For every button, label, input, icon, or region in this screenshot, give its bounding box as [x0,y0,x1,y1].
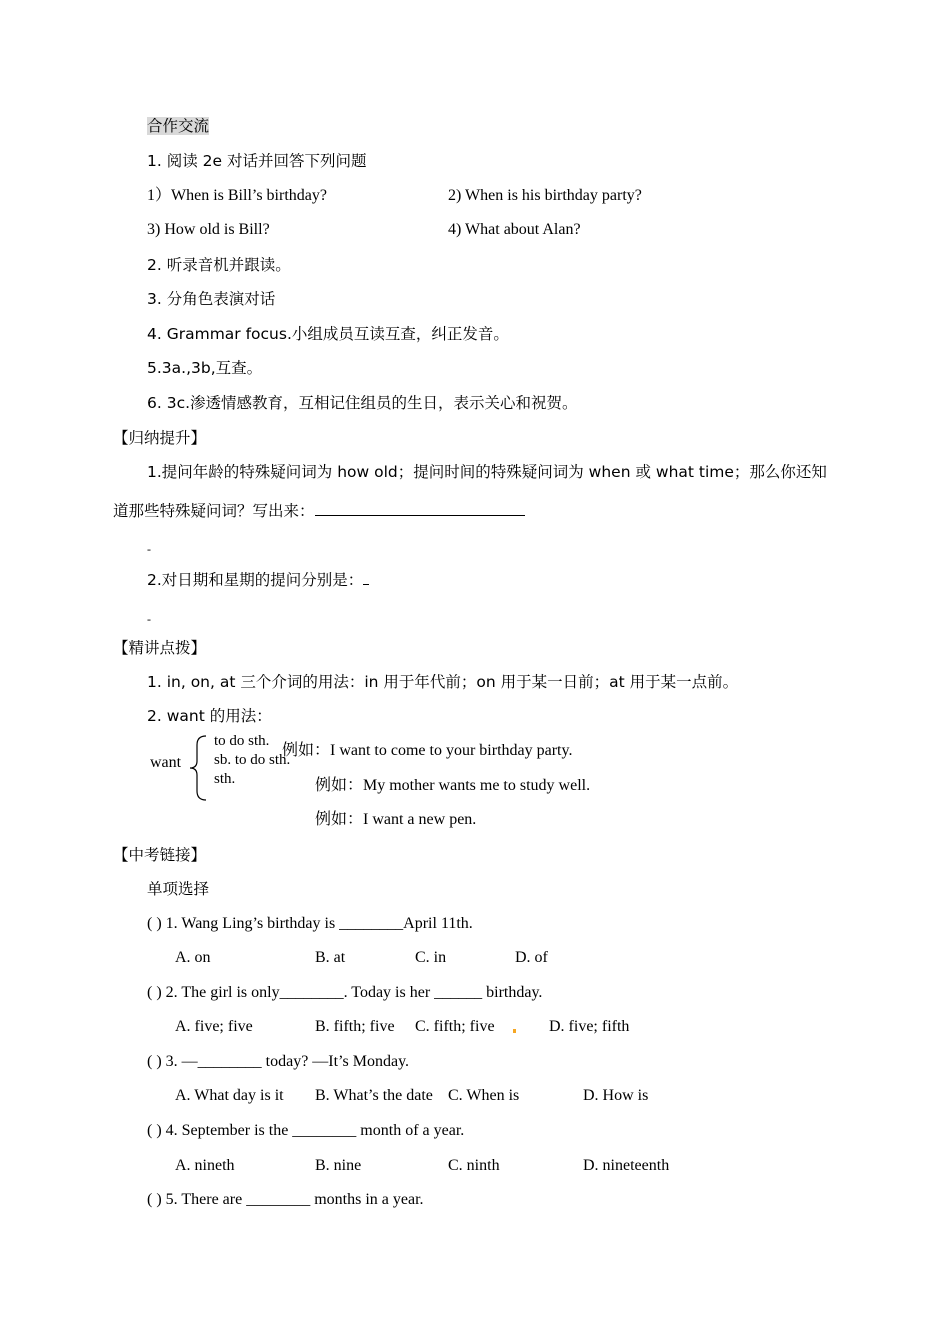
section-heading-exam: 【中考链接】 [113,846,207,864]
section-heading-cooperation: 合作交流 [147,117,210,135]
section-heading-summary: 【归纳提升】 [113,429,207,447]
option-a[interactable]: A. on [175,949,211,966]
option-d[interactable]: D. of [515,949,548,966]
question-1: 1）When is Bill’s birthday? [147,187,327,204]
want-form-1: to do sth. [214,733,270,749]
option-c[interactable]: C. ninth [448,1157,500,1174]
question-stem: ( ) 3. —________ today? —It’s Monday. [147,1053,410,1070]
summary-line-1b: 道那些特殊疑问词？写出来： [113,499,525,521]
brace-icon [188,735,210,801]
option-b[interactable]: B. nine [315,1157,362,1174]
section-heading-explain: 【精讲点拨】 [113,639,207,657]
option-c[interactable]: C. When is [448,1087,520,1104]
cooperation-item-5: 5.3a.,3b,互查。 [147,359,263,377]
option-a[interactable]: A. five; five [175,1018,253,1035]
cooperation-item-6: 6. 3c.渗透情感教育，互相记住组员的生日，表示关心和祝贺。 [147,394,578,412]
question-stem: ( ) 1. Wang Ling’s birthday is ________April 11th. [147,915,473,932]
highlight-dot [513,1029,516,1033]
option-b[interactable]: B. fifth; five [315,1018,395,1035]
example-2: 例如：My mother wants me to study well. [315,777,591,794]
summary-line-2: 2.对日期和星期的提问分别是： [147,568,369,590]
option-d[interactable]: D. nineteenth [583,1157,670,1174]
exam-subheading: 单项选择 [147,880,210,898]
explain-item-2: 2. want 的用法： [147,707,272,725]
answer-blank-1[interactable] [315,499,525,516]
example-3: 例如：I want a new pen. [315,811,477,828]
cooperation-item-2: 2. 听录音机并跟读。 [147,256,291,274]
option-a[interactable]: A. What day is it [175,1087,284,1104]
question-stem: ( ) 2. The girl is only________. Today is her ______ birthday. [147,984,543,1001]
option-b[interactable]: B. What’s the date [315,1087,433,1104]
question-stem: ( ) 5. There are ________ months in a year. [147,1191,424,1208]
option-a[interactable]: A. nineth [175,1157,235,1174]
question-4: 4) What about Alan? [448,221,581,238]
question-3: 3) How old is Bill? [147,221,270,238]
summary-line-1a: 1.提问年龄的特殊疑问词为 how old；提问时间的特殊疑问词为 when 或 what time；那么你还知 [147,463,827,481]
example-1: 例如：I want to come to your birthday party. [282,742,573,759]
cooperation-item-1: 1. 阅读 2e 对话并回答下列问题 [147,152,367,170]
option-d[interactable]: D. five; fifth [549,1018,630,1035]
question-stem: ( ) 4. September is the ________ month of a year. [147,1122,465,1139]
question-2: 2) When is his birthday party? [448,187,642,204]
option-d[interactable]: D. How is [583,1087,649,1104]
want-label: want [150,754,182,771]
want-form-2: sb. to do sth. [214,752,291,768]
dash-mark: - [147,612,151,626]
option-c[interactable]: C. fifth; five [415,1018,495,1035]
option-b[interactable]: B. at [315,949,346,966]
cooperation-item-3: 3. 分角色表演对话 [147,290,276,308]
dash-mark: - [147,542,151,556]
option-c[interactable]: C. in [415,949,447,966]
cooperation-item-4: 4. Grammar focus.小组成员互读互查，纠正发音。 [147,325,509,343]
answer-blank-2[interactable] [363,568,369,585]
want-form-3: sth. [214,771,236,787]
explain-item-1: 1. in, on, at 三个介词的用法：in 用于年代前；on 用于某一日前；at 用于某一点前。 [147,673,739,691]
